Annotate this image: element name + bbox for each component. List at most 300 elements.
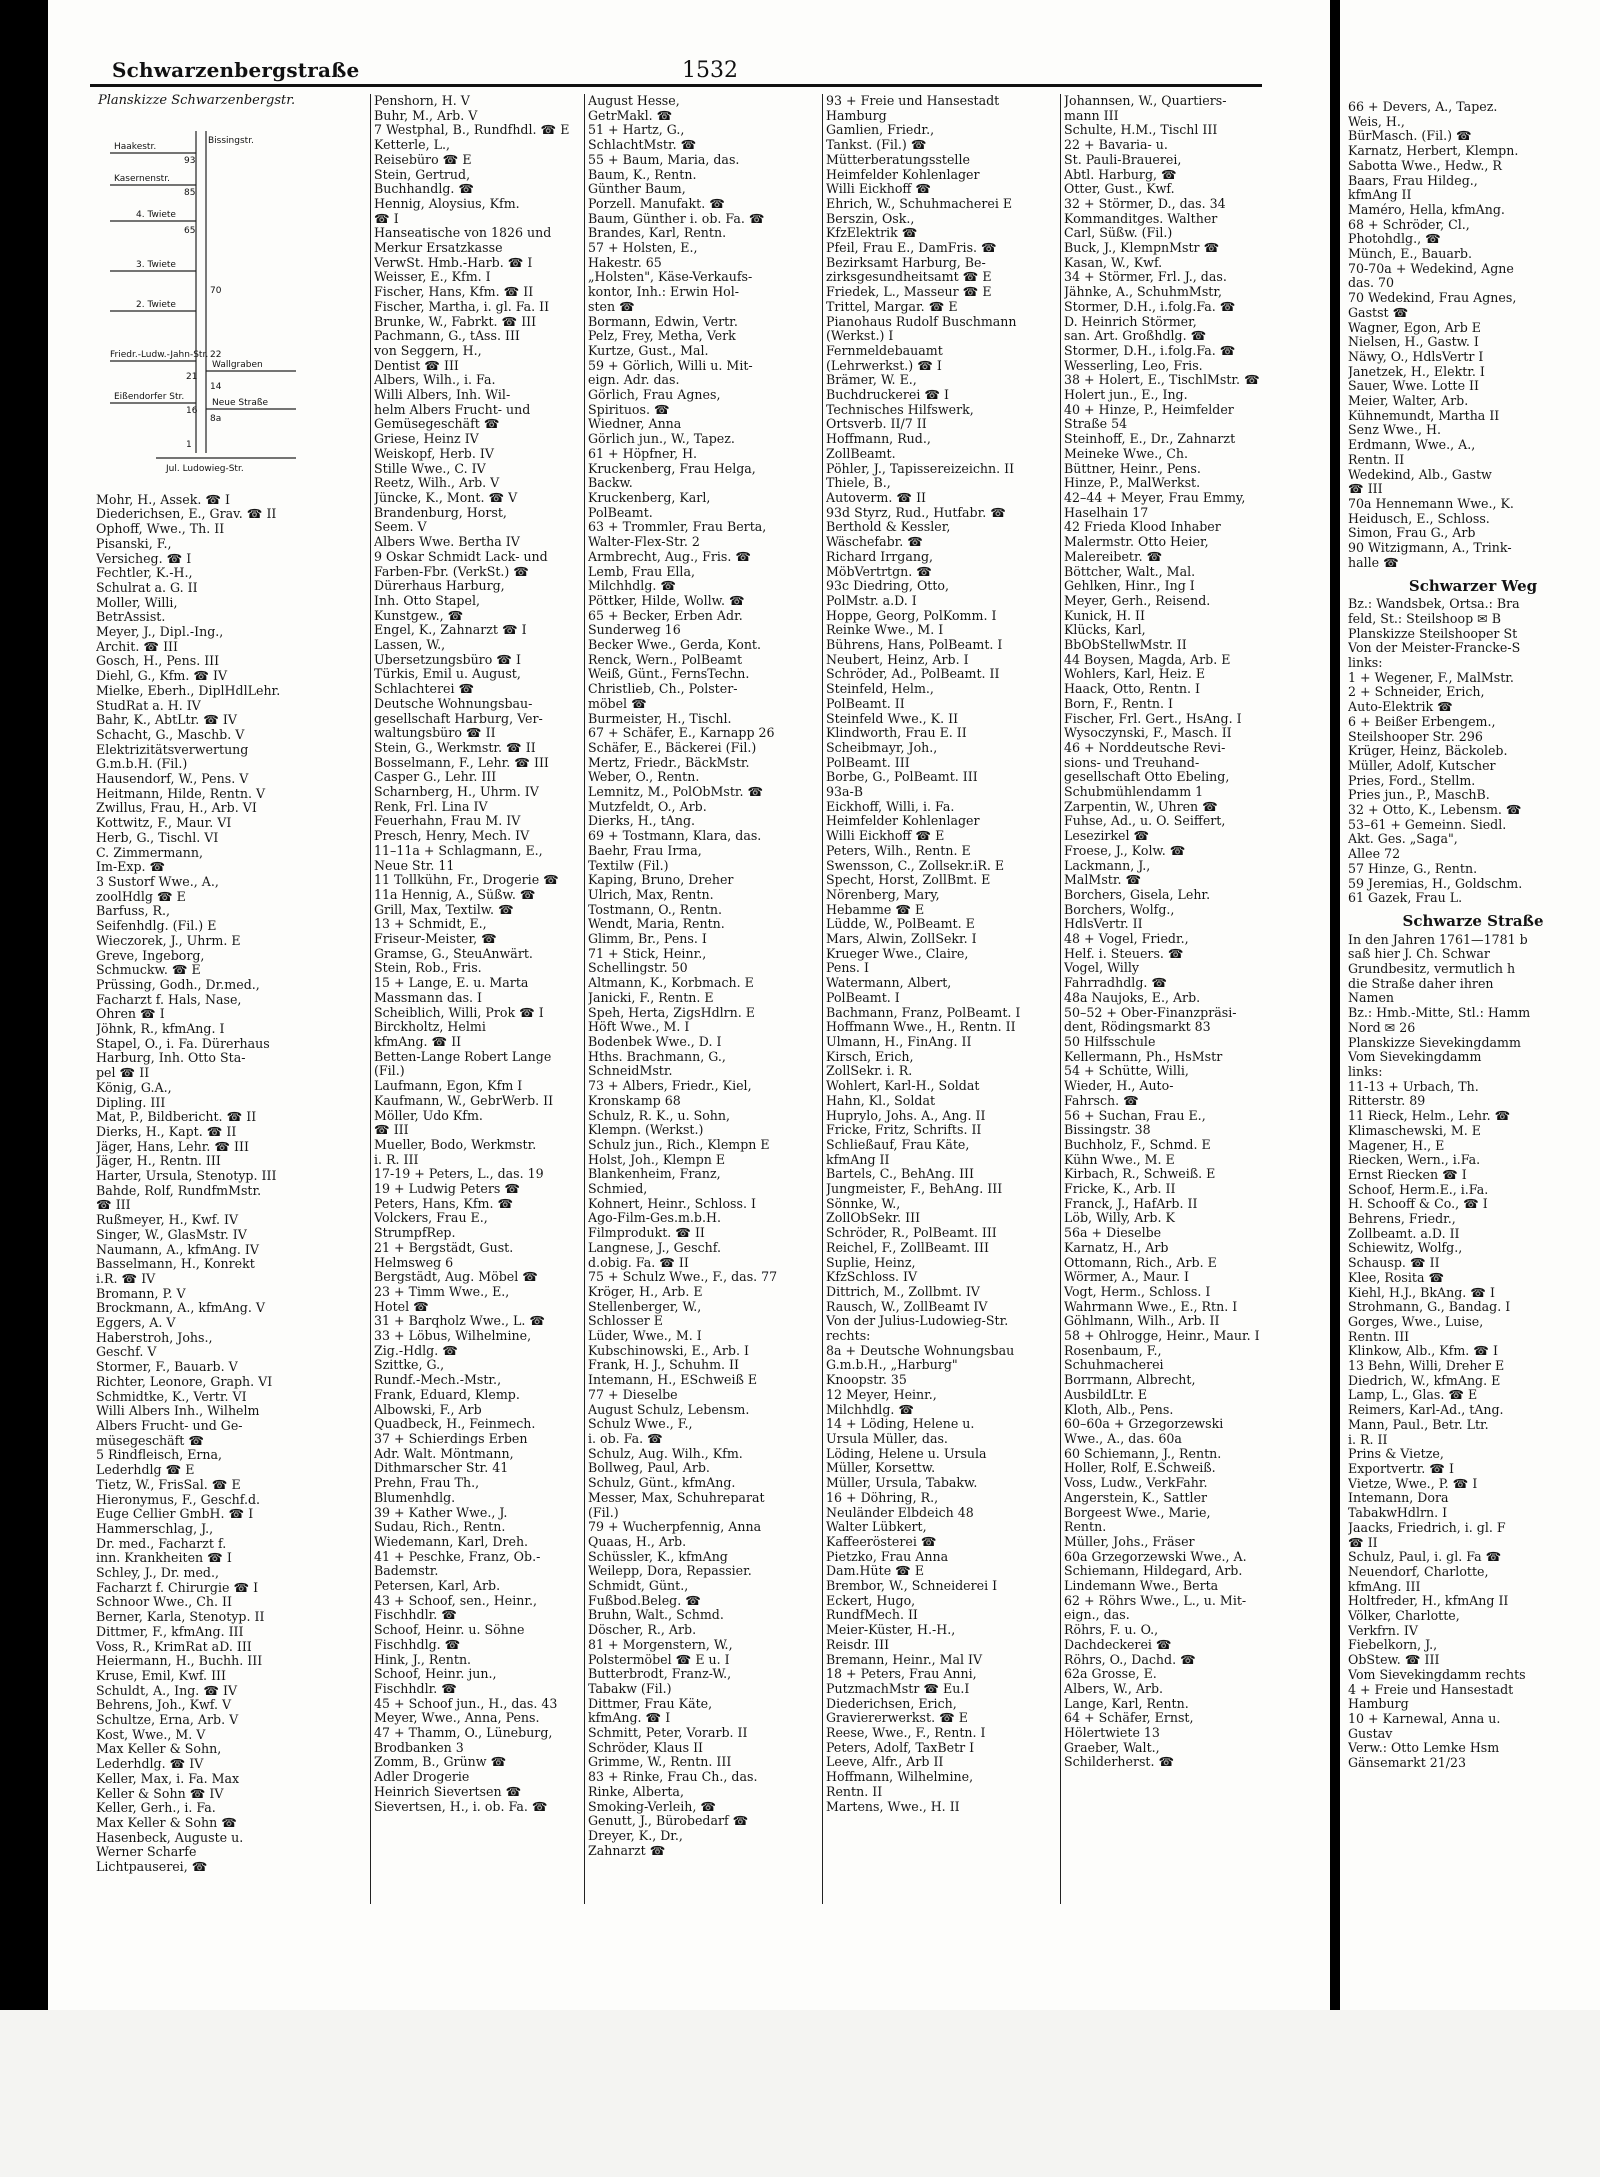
directory-entry: 6 + Beißer Erbengem., [1348,714,1496,729]
directory-entry: Max Keller & Sohn ☎ [96,1815,237,1830]
directory-entry: Schüssler, K., kfmAng [588,1549,728,1564]
directory-entry: Reichel, F., ZollBeamt. III [826,1240,989,1255]
directory-entry: Holler, Rolf, E.Schweiß. [1064,1461,1216,1476]
directory-entry: 34 + Störmer, Frl. J., das. [1064,270,1227,285]
directory-entry: i. ob. Fa. ☎ [588,1431,663,1446]
directory-entry: Sievertsen, H., i. ob. Fa. ☎ [374,1799,548,1814]
column-1-entries [96,493,366,1875]
directory-entry: Bahr, K., AbtLtr. ☎ IV [96,713,237,728]
directory-entry: Buchdruckerei ☎ I [826,388,950,403]
directory-entry: Brembor, W., Schneiderei I [826,1579,998,1594]
directory-entry: Fischhdlr. ☎ [374,1681,457,1696]
directory-entry: Massmann das. I [374,990,483,1005]
directory-entry: Akt. Ges. „Saga", [1348,832,1458,847]
directory-entry: Stein, G., Werkmstr. ☎ II [374,740,536,755]
directory-entry: 57 Hinze, G., Rentn. [1348,861,1478,876]
directory-entry: Intemann, Dora [1348,1491,1449,1506]
directory-entry: Eickhoff, Willi, i. Fa. [826,799,955,814]
directory-entry: Zahnarzt ☎ [588,1843,666,1858]
directory-entry: Kaffeerösterei ☎ [826,1534,937,1549]
directory-entry: Lüdde, W., PolBeamt. E [826,917,975,932]
column-4-entries [826,94,1058,1814]
next-page-column [1348,100,1598,1771]
directory-entry: 55 + Baum, Maria, das. [588,152,740,167]
directory-entry: Jaacks, Friedrich, i. gl. F [1348,1520,1506,1535]
directory-entry: Bahde, Rolf, RundfmMstr. [96,1183,262,1198]
directory-entry: 81 + Morgenstern, W., [588,1637,733,1652]
directory-entry: Backw. [588,476,633,491]
directory-entry: Münch, E., Bauarb. [1348,247,1472,262]
directory-entry: 75 + Schulz Wwe., F., das. 77 [588,1270,778,1285]
directory-entry: Bollweg, Paul, Arb. [588,1461,710,1476]
section-heading-schwarzer-weg: Schwarzer Weg [1408,576,1538,595]
directory-entry: Weiskopf, Herb. IV [374,446,494,461]
directory-entry: kontor, Inh.: Erwin Hol- [588,285,740,300]
directory-entry: Hahn, Kl., Soldat [826,1093,936,1108]
directory-entry: PolBeamt. I [826,990,900,1005]
directory-entry: König, G.A., [96,1080,172,1095]
directory-entry: Schnoor Wwe., Ch. II [96,1595,232,1610]
directory-entry: Dam.Hüte ☎ E [826,1564,925,1579]
directory-entry: Schulte, H.M., Tischl III [1064,123,1218,138]
directory-entry: Borchers, Wolfg., [1064,902,1175,917]
directory-entry: Swensson, C., Zollsekr.iR. E [826,858,1005,873]
directory-entry: Bergstädt, Aug. Möbel ☎ [374,1270,538,1285]
directory-entry: Petersen, Karl, Arb. [374,1579,501,1594]
directory-entry: Diederichsen, Erich, [826,1696,957,1711]
directory-entry: RundfMech. II [826,1608,918,1623]
directory-entry: Fernmeldebauamt [826,343,943,358]
column-3-entries [588,94,820,1858]
directory-entry: Zwillus, Frau, H., Arb. VI [96,801,257,816]
sketch-house-number: 93 [184,155,196,166]
directory-entry: 44 Boysen, Magda, Arb. E [1064,652,1231,667]
directory-entry: Friseur-Meister, ☎ [374,932,497,947]
directory-entry: Facharzt f. Chirurgie ☎ I [96,1580,259,1595]
sketch-street-label: Haakestr. [114,141,157,152]
directory-entry: Penshorn, H. V [374,94,470,108]
column-divider [584,94,585,1904]
directory-entry: gesellschaft Otto Ebeling, [1064,770,1230,785]
directory-entry: Burmeister, H., Tischl. [588,711,732,726]
directory-entry: Brunke, W., Fabrkt. ☎ III [374,314,537,329]
directory-entry: Wäschefabr. ☎ [826,535,923,550]
directory-entry: Stormer, D.H., i.folg.Fa. ☎ [1064,299,1236,314]
directory-entry: 38 + Holert, E., TischlMstr. ☎ [1064,373,1260,388]
directory-entry: Albers, Wilh., i. Fa. [374,373,496,388]
directory-entry: Heidusch, E., Schloss. [1348,511,1490,526]
directory-entry: Baehr, Frau Irma, [588,843,702,858]
directory-entry: Wohlers, Karl, Heiz. E [1064,667,1206,682]
directory-entry: August Schulz, Lebensm. [588,1402,750,1417]
directory-entry: Lackmann, J., [1064,858,1151,873]
directory-entry: Bz.: Wandsbek, Ortsa.: Bra [1348,597,1520,612]
directory-entry: Renck, Wern., PolBeamt [588,652,743,667]
directory-entry: Wiedemann, Karl, Dreh. [374,1534,529,1549]
directory-entry: Sönnke, W., [826,1196,901,1211]
directory-entry: Borbe, G., PolBeamt. III [826,770,978,785]
directory-entry: 46 + Norddeutsche Revi- [1064,740,1226,755]
directory-entry: Pries jun., P., MaschB. [1348,788,1490,803]
directory-entry: Schoof, Heinr. jun., [374,1667,497,1682]
directory-entry: Jüncke, K., Mont. ☎ V [374,490,518,505]
directory-entry: 60 Schiemann, J., Rentn. [1064,1446,1222,1461]
directory-entry: dent, Rödingsmarkt 83 [1064,1020,1211,1035]
directory-entry: 41 + Peschke, Franz, Ob.- [374,1549,541,1564]
directory-entry: kfmAng. ☎ II [374,1035,462,1049]
directory-entry: Verkfrn. IV [1348,1623,1418,1638]
directory-entry: Türkis, Emil u. August, [374,667,521,682]
directory-entry: Bosselmann, F., Lehr. ☎ III [374,755,549,770]
sketch-street-label: Eißendorfer Str. [114,391,185,402]
directory-entry: Genutt, J., Bürobedarf ☎ [588,1814,749,1829]
directory-entry: Prins & Vietze, [1348,1447,1444,1462]
directory-entry: Schröder, R., PolBeamt. III [826,1226,997,1241]
directory-entry: Lamp, L., Glas. ☎ E [1348,1388,1478,1403]
directory-entry: 39 + Kather Wwe., J. [374,1505,508,1520]
directory-entry: Dreyer, K., Dr., [588,1828,683,1843]
directory-entry: ZollBeamt. [826,446,896,461]
directory-entry: Bruhn, Walt., Schmd. [588,1608,724,1623]
directory-entry: Grundbesitz, vermutlich h [1348,962,1516,977]
directory-entry: Gehlken, Hinr., Ing I [1064,579,1195,594]
directory-entry: Sudau, Rich., Rentn. [374,1520,506,1535]
directory-entry: Pfeil, Frau E., DamFris. ☎ [826,241,997,256]
directory-entry: Fricke, Fritz, Schrifts. II [826,1123,982,1138]
directory-entry: Langnese, J., Geschf. [588,1240,721,1255]
directory-entry: Albers Wwe. Bertha IV [374,535,520,550]
next-page-entries-bottom [1348,933,1598,1771]
directory-entry: Presch, Henry, Mech. IV [374,829,530,844]
sketch-house-number: 16 [186,405,198,416]
directory-entry: G.m.b.H. (Fil.) [96,757,188,772]
directory-entry: Fußbod.Beleg. ☎ [588,1593,701,1608]
directory-entry: PolMstr. a.D. I [826,593,917,608]
directory-entry: Kunstgew., ☎ [374,608,464,623]
directory-entry: D. Heinrich Störmer, [1064,314,1197,329]
directory-entry: Weiß, Günt., FernsTechn. [588,667,750,682]
directory-entry: saß hier J. Ch. Schwar [1348,947,1490,962]
directory-entry: Kruckenberg, Frau Helga, [588,461,756,476]
directory-entry: Gamlien, Friedr., [826,123,935,138]
directory-entry: Pianohaus Rudolf Buschmann [826,314,1017,329]
directory-entry: Ohren ☎ I [96,1007,165,1022]
directory-entry: HdlsVertr. II [1064,917,1143,932]
directory-entry: Hoffmann, Wilhelmine, [826,1770,974,1785]
directory-entry: Kubschinowski, E., Arb. I [588,1343,749,1358]
directory-entry: Hasenbeck, Auguste u. [96,1830,244,1845]
directory-entry: Wwe., A., das. 60a [1064,1431,1182,1446]
directory-entry: Prehn, Frau Th., [374,1476,480,1491]
directory-entry: Völker, Charlotte, [1348,1609,1460,1624]
directory-entry: 45 + Schoof jun., H., das. 43 [374,1696,558,1711]
directory-entry: inn. Krankheiten ☎ I [96,1551,232,1566]
directory-entry: 15 + Lange, E. u. Marta [374,976,529,991]
directory-entry: Sabotta Wwe., Hedw., R [1348,158,1502,173]
directory-entry: Ehrich, W., Schuhmacherei E [826,196,1013,211]
directory-entry: Hausendorf, W., Pens. V [96,772,249,787]
directory-entry: Fahrsch. ☎ [1064,1093,1139,1108]
directory-entry: Klindworth, Frau E. II [826,726,967,741]
directory-entry: Gänsemarkt 21/23 [1348,1756,1467,1771]
directory-entry: Ernst Riecken ☎ I [1348,1167,1467,1182]
directory-entry: Wiedner, Anna [588,417,682,432]
directory-entry: Quadbeck, H., Feinmech. [374,1417,536,1432]
next-page-entries-top [1348,100,1598,571]
directory-entry: Rentn. II [1348,452,1405,467]
directory-entry: sions- und Treuhand- [1064,755,1200,770]
directory-entry: Kasan, W., Kwf. [1064,255,1163,270]
directory-entry: Albers, W., Arb. [1064,1681,1164,1696]
directory-entry: St. Pauli-Brauerei, [1064,152,1182,167]
directory-entry: Intemann, H., ESchweiß E [588,1373,758,1388]
directory-entry: Barfuss, R., [96,904,170,919]
directory-entry: Wahrmann Wwe., E., Rtn. I [1064,1299,1238,1314]
directory-entry: Tankst. (Fil.) ☎ [826,138,927,153]
directory-entry: 90 Witzigmann, A., Trink- [1348,541,1512,556]
directory-entry: (Lehrwerkst.) ☎ I [826,358,942,373]
directory-entry: 79 + Wucherpfennig, Anna [588,1520,762,1535]
directory-entry: Pöhler, J., Tapissereizeichn. II [826,461,1015,476]
column-5 [1064,94,1270,1770]
directory-entry: 83 + Rinke, Frau Ch., das. [588,1770,758,1785]
directory-entry: Schiewitz, Wolfg., [1348,1241,1463,1256]
directory-entry: Lederhdlg. ☎ IV [96,1757,204,1772]
directory-entry: Bormann, Edwin, Vertr. [588,314,738,329]
directory-entry: Bartels, C., BehAng. III [826,1167,975,1182]
directory-entry: Kronskamp 68 [588,1093,681,1108]
directory-entry: Heiermann, H., Buchh. III [96,1654,263,1669]
directory-entry: Hebamme ☎ E [826,902,925,917]
directory-entry: 93 + Freie und Hansestadt [826,94,1000,108]
directory-entry: Wysoczynski, F., Masch. II [1064,726,1232,741]
directory-entry: Senz Wwe., H. [1348,423,1442,438]
directory-entry: Fischhdlr. ☎ [374,1608,457,1623]
directory-entry: Ophoff, Wwe., Th. II [96,522,225,537]
directory-entry: 62 + Röhrs Wwe., L., u. Mit- [1064,1593,1247,1608]
directory-entry: Bremann, Heinr., Mal IV [826,1652,983,1667]
directory-entry: 61 + Höpfner, H. [588,446,698,461]
directory-entry: Kurtze, Gust., Mal. [588,343,709,358]
directory-entry: Graeber, Walt., [1064,1740,1160,1755]
directory-entry: Ottomann, Rich., Arb. E [1064,1255,1217,1270]
directory-entry: Böttcher, Walt., Mal. [1064,564,1196,579]
directory-entry: Baars, Frau Hildeg., [1348,173,1478,188]
directory-entry: müsegeschäft ☎ [96,1433,205,1448]
directory-entry: 48a Naujoks, E., Arb. [1064,990,1201,1005]
directory-entry: Pöttker, Hilde, Wollw. ☎ [588,593,745,608]
directory-entry: Schmidtke, K., Vertr. VI [96,1389,247,1404]
directory-entry: 56 + Suchan, Frau E., [1064,1108,1206,1123]
directory-entry: i. R. III [374,1152,419,1167]
directory-entry: MöbVertrtgn. ☎ [826,564,932,579]
directory-entry: Photohdlg., ☎ [1348,232,1441,247]
directory-entry: Richter, Leonore, Graph. VI [96,1374,273,1389]
sketch-house-number: 22 [210,349,222,360]
directory-entry: Peters, Wilh., Rentn. E [826,843,971,858]
directory-entry: Tietz, W., FrisSal. ☎ E [96,1477,241,1492]
directory-entry: Dachdeckerei ☎ [1064,1637,1172,1652]
directory-entry: Rentn. II [826,1784,883,1799]
directory-entry: Ursula Müller, das. [826,1431,948,1446]
directory-entry: Dithmarscher Str. 41 [374,1461,509,1476]
directory-entry: Schlosser E [588,1314,663,1329]
directory-entry: Szittke, G., [374,1358,445,1373]
directory-entry: Röhrs, O., Dachd. ☎ [1064,1652,1196,1667]
directory-entry: Mann, Paul., Betr. Ltr. [1348,1417,1489,1432]
directory-entry: Thiele, B., [826,476,891,491]
directory-entry: Franck, J., HafArb. II [1064,1196,1198,1211]
directory-entry: 64 + Schäfer, Ernst, [1064,1711,1194,1726]
directory-entry: Schließauf, Frau Käte, [826,1137,970,1152]
directory-entry: Bissingstr. 38 [1064,1123,1151,1138]
directory-entry: Angerstein, K., Sattler [1064,1490,1208,1505]
directory-entry: Schmied, [588,1182,648,1197]
directory-entry: Kiehl, H.J., BkAng. ☎ I [1348,1285,1495,1300]
directory-entry: Quaas, H., Arb. [588,1534,687,1549]
directory-entry: Dittmer, F., kfmAng. III [96,1624,244,1639]
directory-entry: Adler Drogerie [374,1770,470,1785]
directory-entry: (Werkst.) I [826,329,894,344]
directory-entry: Ulmann, H., FinAng. II [826,1035,972,1049]
directory-entry: 11-13 + Urbach, Th. [1348,1079,1479,1094]
directory-entry: ☎ III [1348,482,1383,497]
directory-entry: Lange, Karl, Rentn. [1064,1696,1189,1711]
directory-entry: zirksgesundheitsamt ☎ E [826,270,992,285]
directory-entry: (Fil.) [374,1064,405,1079]
directory-entry: Gramse, G., SteuAnwärt. [374,946,533,961]
directory-entry: Knoopstr. 35 [826,1373,907,1388]
directory-entry: Kaping, Bruno, Dreher [588,873,734,888]
directory-entry: Schulz, Paul, i. gl. Fa ☎ [1348,1550,1502,1565]
directory-entry: PolBeamt. [588,505,653,520]
directory-entry: Schubmühlendamm 1 [1064,785,1204,800]
directory-entry: In den Jahren 1761—1781 b [1348,932,1528,947]
directory-entry: Inh. Otto Stapel, [374,593,480,608]
sketch-house-number: 85 [184,187,196,198]
directory-entry: Meier, Walter, Arb. [1348,394,1469,409]
directory-entry: Klempn. (Werkst.) [588,1123,704,1138]
directory-entry: Schröder, Klaus II [588,1740,704,1755]
directory-entry: Rundf.-Mech.-Mstr., [374,1373,502,1388]
directory-entry: Näwy, O., HdlsVertr I [1348,349,1484,364]
directory-entry: Vogt, Herm., Schloss. I [1064,1284,1211,1299]
directory-entry: Willi Albers Inh., Wilhelm [96,1404,260,1419]
directory-entry: Kruckenberg, Karl, [588,490,711,505]
directory-entry: Riecken, Wern., i.Fa. [1348,1153,1481,1168]
directory-entry: Willi Albers, Inh. Wil- [374,388,511,403]
directory-entry: Schmidt, Günt., [588,1579,689,1594]
directory-entry: Heinrich Sievertsen ☎ [374,1784,522,1799]
directory-entry: Auto-Elektrik ☎ [1348,700,1453,715]
directory-entry: Polstermöbel ☎ E u. I [588,1652,730,1667]
directory-entry: Rentn. [1064,1520,1107,1535]
directory-entry: Müller, Johs., Fräser [1064,1534,1195,1549]
directory-entry: Vietze, Wwe., P. ☎ I [1348,1476,1478,1491]
directory-entry: Eckert, Hugo, [826,1593,916,1608]
directory-entry: 93a-B [826,785,864,800]
directory-entry: Sauer, Wwe. Lotte II [1348,379,1479,394]
directory-entry: Kunick, H. II [1064,608,1146,623]
directory-entry: Geschf. V [96,1345,157,1360]
header-rule [90,84,1262,87]
directory-entry: Hieronymus, F., Geschf.d. [96,1492,261,1507]
directory-entry: Ketterle, L., [374,138,450,153]
directory-entry: 58 + Ohlrogge, Heinr., Maur. I [1064,1329,1260,1344]
directory-entry: Suplie, Heinz, [826,1255,916,1270]
directory-entry: Baum, Günther i. ob. Fa. ☎ [588,211,765,226]
directory-entry: Dürerhaus Harburg, [374,579,505,594]
directory-entry: Richard Irrgang, [826,549,934,564]
directory-entry: ZollObSekr. III [826,1211,921,1226]
directory-entry: Steinfeld Wwe., K. II [826,711,959,726]
directory-entry: kfmAng II [826,1152,890,1167]
directory-entry: 93d Styrz, Rud., Hutfabr. ☎ [826,505,1006,520]
directory-entry: Technisches Hilfswerk, [826,402,974,417]
directory-entry: Jähnke, A., SchuhmMstr, [1064,285,1222,300]
directory-entry: 59 + Görlich, Willi u. Mit- [588,358,753,373]
directory-entry: Kühnemundt, Martha II [1348,408,1500,423]
directory-entry: Neue Str. 11 [374,858,455,873]
directory-entry: Heimfelder Kohlenlager [826,167,980,182]
directory-entry: Bademstr. [374,1564,439,1579]
directory-entry: Schacht, G., Maschb. V [96,727,245,742]
directory-entry: Jungmeister, F., BehAng. III [826,1182,1003,1197]
sketch-house-number: 8a [210,413,222,424]
directory-entry: ☎ II [1348,1535,1378,1550]
directory-entry: Magener, H., E [1348,1138,1445,1153]
directory-entry: rechts: [826,1329,871,1344]
column-3 [588,94,820,1858]
directory-entry: Lemb, Frau Ella, [588,564,695,579]
directory-entry: Greve, Ingeborg, [96,948,205,963]
directory-entry: Hanseatische von 1826 und [374,226,552,241]
directory-entry: Kellermann, Ph., HsMstr [1064,1049,1223,1064]
directory-entry: Karnatz, H., Arb [1064,1240,1169,1255]
directory-entry: Mutzfeldt, O., Arb. [588,799,707,814]
directory-entry: Karnatz, Herbert, Klempn. [1348,144,1519,159]
sketch-street-label: 3. Twiete [136,259,176,270]
directory-entry: BürMasch. (Fil.) ☎ [1348,129,1472,144]
directory-entry: Smoking-Verleih, ☎ [588,1799,717,1814]
directory-entry: Schulrat a. G. II [96,580,198,595]
directory-entry: Übersetzungsbüro ☎ I [374,652,521,667]
directory-entry: Tabakw (Fil.) [588,1681,672,1696]
directory-entry: Albowski, F., Arb [374,1402,482,1417]
directory-entry: Dittmer, Frau Käte, [588,1696,713,1711]
directory-entry: Schoof, Heinr. u. Söhne [374,1623,525,1638]
directory-entry: Diehl, G., Kfm. ☎ IV [96,669,228,684]
directory-entry: Stein, Gertrud, [374,167,471,182]
directory-entry: Froese, J., Kolw. ☎ [1064,843,1186,858]
directory-entry: 59 Jeremias, H., Goldschm. [1348,876,1523,891]
directory-entry: Mertz, Friedr., BäckMstr. [588,755,750,770]
directory-entry: Weilepp, Dora, Repassier. [588,1564,752,1579]
directory-entry: Klinkow, Alb., Kfm. ☎ I [1348,1344,1498,1359]
directory-entry: Keller & Sohn ☎ IV [96,1786,224,1801]
directory-entry: Versicheg. ☎ I [96,551,192,566]
directory-entry: Singer, W., GlasMstr. IV [96,1227,247,1242]
directory-entry: 93c Diedring, Otto, [826,579,949,594]
directory-entry: Müller, Adolf, Kutscher [1348,758,1496,773]
directory-entry: Nord ✉ 26 [1348,1020,1416,1035]
directory-entry: Bührens, Hans, PolBeamt. I [826,638,1003,653]
directory-entry: 31 + Barqholz Wwe., L. ☎ [374,1314,546,1329]
directory-entry: Schmuckw. ☎ E [96,963,201,978]
directory-entry: Meyer, Wwe., Anna, Pens. [374,1711,540,1726]
directory-entry: 48 + Vogel, Friedr., [1064,932,1189,947]
directory-entry: Borrmann, Albrecht, [1064,1373,1196,1388]
